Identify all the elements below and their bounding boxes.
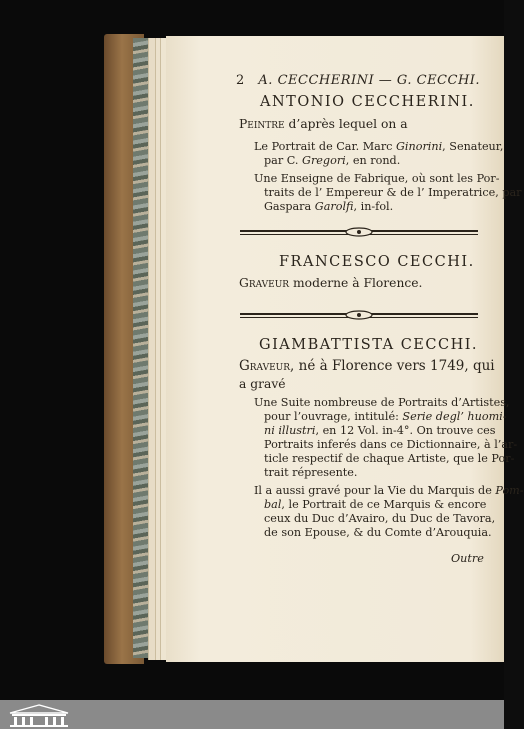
entry-text-line: bal, le Portrait de ce Marquis & encore <box>264 498 487 511</box>
entry-text-line: ceux du Duc d’Avairo, du Duc de Tavora, <box>264 512 496 525</box>
page-number: 2 <box>236 73 245 88</box>
entry-text-line: Portraits inferés dans ce Dictionnaire, à l’ar- <box>264 438 518 451</box>
entry-text-line: Il a aussi gravé pour la Vie du Marquis de Pom- <box>254 484 524 497</box>
entry-text-line: Gaspara Garolfi, in-fol. <box>264 200 394 213</box>
entry-text-line: Une Enseigne de Fabrique, où sont les Por- <box>254 172 500 185</box>
rule-ornament-icon <box>344 309 374 321</box>
rule-ornament-icon <box>344 226 374 238</box>
entry-name: GIAMBATTISTA CECCHI. <box>259 337 479 353</box>
entry-text-line: traits de l’ Empereur & de l’ Imperatrice, par <box>264 186 522 199</box>
ornamental-rule <box>240 228 478 236</box>
entry-text-line: de son Epouse, & du Comte d’Arouquia. <box>264 526 492 539</box>
entry-role: Graveur moderne à Florence. <box>239 276 423 290</box>
entry-text-line: ticle respectif de chaque Artiste, que le Por- <box>264 452 515 465</box>
entry-name: FRANCESCO CECCHI. <box>279 254 475 270</box>
ornamental-rule <box>240 311 478 319</box>
entry-text-line: par C. Gregori, en rond. <box>264 154 401 167</box>
entry-text-line: Une Suite nombreuse de Portraits d’Artistes, <box>254 396 510 409</box>
running-head-names: A. CECCHERINI — G. CECCHI. <box>258 73 481 88</box>
running-head <box>236 73 480 88</box>
library-logo-icon <box>4 703 74 727</box>
entry-text-line: ni illustri, en 12 Vol. in-4°. On trouve ces <box>264 424 496 437</box>
entry-role-continued: a gravé <box>239 377 286 391</box>
entry-role: Peintre d’après lequel on a <box>239 117 408 131</box>
entry-text-line: trait répresente. <box>264 466 358 479</box>
entry-name: ANTONIO CECCHERINI. <box>260 94 475 110</box>
entry-text-line: pour l’ouvrage, intitulé: Serie degl’ huomi- <box>264 410 507 423</box>
entry-role: Graveur, né à Florence vers 1749, qui <box>239 358 495 374</box>
entry-text-line: Le Portrait de Car. Marc Ginorini, Senateur, <box>254 140 504 153</box>
catchword: Outre <box>451 552 484 565</box>
footer-bar <box>0 700 504 729</box>
